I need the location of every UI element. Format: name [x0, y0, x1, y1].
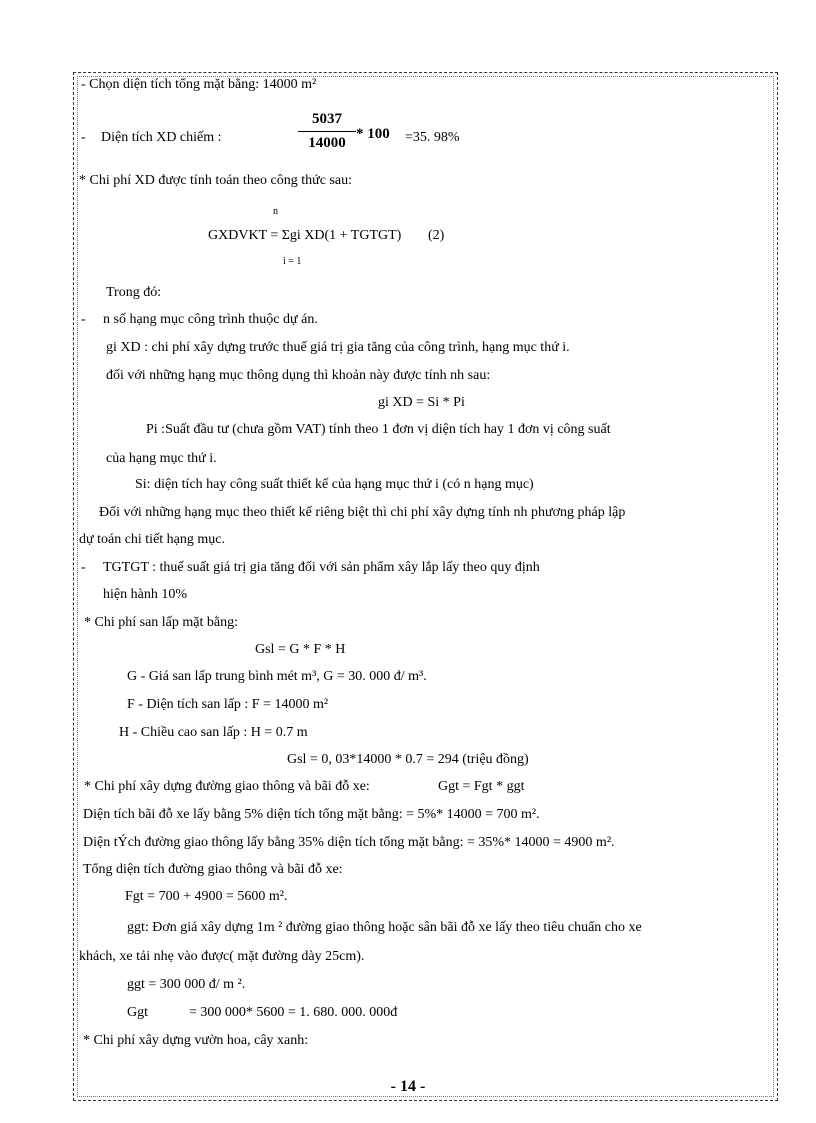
formula-number: (2): [428, 228, 445, 243]
fill-area-definition: F - Diện tích san lấp : F = 14000 m²: [127, 697, 329, 712]
fraction-denominator: 14000: [308, 135, 346, 151]
g-formula: gi XD = Si * Pi: [378, 395, 465, 410]
g-common-note: đối với những hạng mục thông dụng thì khoản này được tính nh sau:: [106, 368, 491, 383]
road-cost-title: * Chi phí xây dựng đường giao thông và bãi đỗ xe:: [84, 779, 370, 794]
sum-lower-limit: i = 1: [283, 256, 302, 267]
road-area-line: Diện tÝch đường giao thông lấy bằng 35% diện tích tổng mặt bằng: = 35%* 14000 = 4900 m².: [83, 835, 615, 850]
p-definition: Pi :Suất đầu tư (chưa gồm VAT) tính theo 1 đơn vị diện tích hay 1 đơn vị công suất: [146, 422, 611, 437]
special-items-note-cont: dự toán chi tiết hạng mục.: [79, 532, 225, 547]
where-heading: Trong đó:: [106, 285, 162, 300]
unit-price-definition: ggt: Đơn giá xây dựng 1m ² đường giao thông hoặc sân bãi đỗ xe lấy theo tiêu chuẩn cho xe: [127, 920, 642, 935]
fill-price-definition: G - Giá san lấp trung bình mét m³, G = 30. 000 đ/ m³.: [127, 669, 427, 684]
dash-bullet: -: [81, 312, 86, 327]
s-definition: Si: diện tích hay công suất thiết kế của hạng mục thứ i (có n hạng mục): [135, 477, 534, 492]
total-area-value: Fgt = 700 + 4900 = 5600 m².: [125, 889, 288, 904]
parking-area-line: Diện tích bãi đỗ xe lấy bằng 5% diện tích tổng mặt bằng: = 5%* 14000 = 700 m².: [83, 807, 540, 822]
vat-rate: hiện hành 10%: [103, 587, 187, 602]
p-definition-cont: của hạng mục thứ i.: [106, 451, 217, 466]
dash-bullet: -: [81, 130, 86, 145]
fraction-numerator: 5037: [298, 111, 356, 132]
road-cost-label: Ggt: [127, 1005, 148, 1020]
unit-price-definition-cont: khách, xe tải nhẹ vào được( mặt đường dày 25cm).: [79, 949, 365, 964]
fill-cost-title: * Chi phí san lấp mặt bằng:: [84, 615, 238, 630]
unit-price-value: ggt = 300 000 đ/ m ².: [127, 977, 246, 992]
construction-area-label: Diện tích XD chiếm :: [101, 130, 222, 145]
page-number: - 14 -: [390, 1078, 426, 1095]
fraction-multiplier: * 100: [356, 126, 390, 142]
road-cost-formula: Ggt = Fgt * ggt: [438, 779, 525, 794]
n-definition: n số hạng mục công trình thuộc dự án.: [103, 312, 318, 327]
fill-cost-formula: Gsl = G * F * H: [255, 642, 346, 657]
total-area-title: Tổng diện tích đường giao thông và bãi đỗ xe:: [83, 862, 343, 877]
special-items-note: Đối với những hạng mục theo thiết kế riêng biệt thì chi phí xây dựng tính nh phương pháp lập: [99, 505, 626, 520]
vat-definition: TGTGT : thuế suất giá trị gia tăng đối với sản phẩm xây lắp lấy theo quy định: [103, 560, 540, 575]
dash-bullet: -: [81, 560, 86, 575]
fill-cost-result: Gsl = 0, 03*14000 * 0.7 = 294 (triệu đồng): [287, 752, 529, 767]
road-cost-value: = 300 000* 5600 = 1. 680. 000. 000đ: [189, 1005, 398, 1020]
fraction-result: =35. 98%: [405, 130, 460, 145]
garden-cost-title: * Chi phí xây dựng vườn hoa, cây xanh:: [83, 1033, 309, 1048]
construction-cost-title: * Chi phí XD được tính toán theo công thức sau:: [79, 173, 352, 188]
construction-cost-formula: GXDVKT = Σgi XD(1 + TGTGT): [208, 228, 402, 243]
area-choice-line: - Chọn diện tích tổng mặt bằng: 14000 m²: [81, 77, 317, 92]
sum-upper-limit: n: [273, 206, 278, 217]
fill-height-definition: H - Chiều cao san lấp : H = 0.7 m: [119, 725, 308, 740]
g-definition: gi XD : chi phí xây dựng trước thuế giá trị gia tăng của công trình, hạng mục thứ i.: [106, 340, 570, 355]
area-fraction: [298, 111, 356, 152]
